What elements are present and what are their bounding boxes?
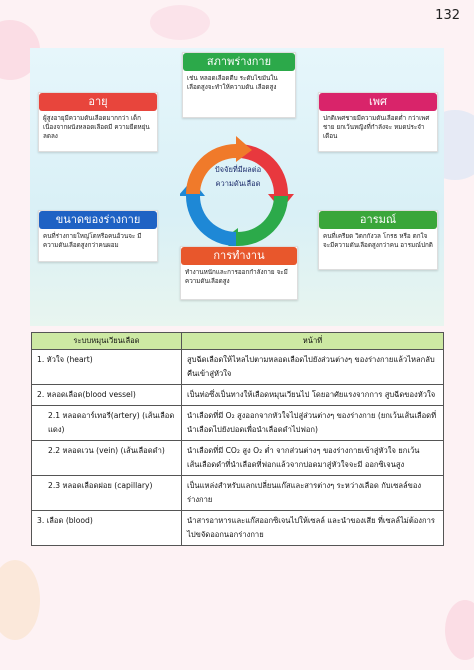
card-body: เช่น หลอดเลือดตีบ ระดับไขมันใน เลือดสูงจะทำให้ความดัน เลือดสูง: [187, 75, 278, 91]
page-number: 132: [435, 8, 460, 23]
circulatory-system-table: [31, 332, 444, 546]
center-label: [198, 163, 278, 191]
card-body: ปกติเพศชายมีความดันเลือดต่ำ กว่าเพศชาย ยกเว้นหญิงที่กำลังจะ หมดประจำเดือน: [323, 115, 430, 140]
card-age: [38, 92, 158, 152]
table-row: [32, 476, 444, 511]
center-label-line2: ความดันเลือด: [215, 179, 261, 188]
card-title: เพศ: [319, 93, 437, 111]
background-decoration: [445, 600, 474, 660]
card-emotion: [318, 210, 438, 270]
card-body-size: [38, 210, 158, 262]
card-sex: [318, 92, 438, 152]
row-function: สูบฉีดเลือดให้ไหลไปตามหลอดเลือดไปยังส่วนต่างๆ ของร่างกายแล้วไหลกลับคืนเข้าสู่หัวใจ: [182, 350, 444, 385]
card-body: คนที่เครียด วิตกกังวล โกรธ หรือ ตกใจ จะมีความดันเลือดสูงกว่าคน อารมณ์ปกติ: [323, 233, 433, 249]
blood-pressure-factors-infographic: [30, 48, 444, 326]
row-system: 2.3 หลอดเลือดฝอย (capillary): [32, 476, 182, 511]
cycle-arrows-icon: [180, 136, 296, 254]
row-function: เป็นท่อซึ่งเป็นทางให้เลือดหมุนเวียนไป โดยอาศัยแรงจากการ สูบฉีดของหัวใจ: [182, 385, 444, 406]
card-title: อายุ: [39, 93, 157, 111]
card-body: คนที่ร่างกายใหญ่โตหรือคนอ้วนจะ มีความดันเลือดสูงกว่าคนผอม: [43, 233, 142, 249]
center-label-line1: ปัจจัยที่มีผลต่อ: [214, 165, 262, 174]
row-system: 2.1 หลอดอาร์เทอรี(artery) (เส้นเลือดแดง): [32, 406, 182, 441]
card-environment: [182, 52, 296, 118]
row-system: 2.2 หลอดเวน (vein) (เส้นเลือดดำ): [32, 441, 182, 476]
row-function: นำสารอาหารและแก๊สออกซิเจนไปให้เซลล์ และนำของเสีย ที่เซลล์ไม่ต้องการไปขจัดออกนอกร่างกาย: [182, 511, 444, 546]
card-body: ผู้สูงอายุมีความดันเลือดมากกว่า เด็ก เนื่องจากผนังหลอดเลือดมี ความยืดหยุ่นลดลง: [43, 115, 150, 140]
table-header-row: [32, 333, 444, 350]
table-row: [32, 350, 444, 385]
row-system: 2. หลอดเลือด(blood vessel): [32, 385, 182, 406]
row-function: เป็นแหล่งสำหรับแลกเปลี่ยนแก๊สและสารต่างๆ ระหว่างเลือด กับเซลล์ของร่างกาย: [182, 476, 444, 511]
row-system: 3. เลือด (blood): [32, 511, 182, 546]
background-decoration: [150, 5, 210, 40]
row-system: 1. หัวใจ (heart): [32, 350, 182, 385]
table-row: [32, 511, 444, 546]
header-system: ระบบหมุนเวียนเลือด: [32, 333, 182, 350]
card-title: สภาพร่างกาย: [183, 53, 295, 71]
row-function: นำเลือดที่มี CO₂ สูง O₂ ต่ำ จากส่วนต่างๆ ของร่างกายเข้าสู่หัวใจ ยกเว้นเส้นเลือดดำที่นำเลือดที่ฟอกแล้วจากปอดมาสู่หัวใจจะมี ออกซิเจนสูง: [182, 441, 444, 476]
card-title: การทำงาน: [181, 247, 297, 265]
row-function: นำเลือดที่มี O₂ สูงออกจากหัวใจไปสู่ส่วนต่างๆ ของร่างกาย (ยกเว้นเส้นเลือดที่นำเลือดไปยังปอดเพื่อนำเลือดดำไปฟอก): [182, 406, 444, 441]
table-row: [32, 406, 444, 441]
table-row: [32, 441, 444, 476]
card-title: อารมณ์: [319, 211, 437, 229]
header-function: หน้าที่: [182, 333, 444, 350]
table-row: [32, 385, 444, 406]
background-decoration: [0, 560, 40, 640]
card-body: ทำงานหนักและการออกกำลังกาย จะมีความดันเลือดสูง: [185, 269, 288, 285]
card-title: ขนาดของร่างกาย: [39, 211, 157, 229]
card-work: [180, 246, 298, 300]
